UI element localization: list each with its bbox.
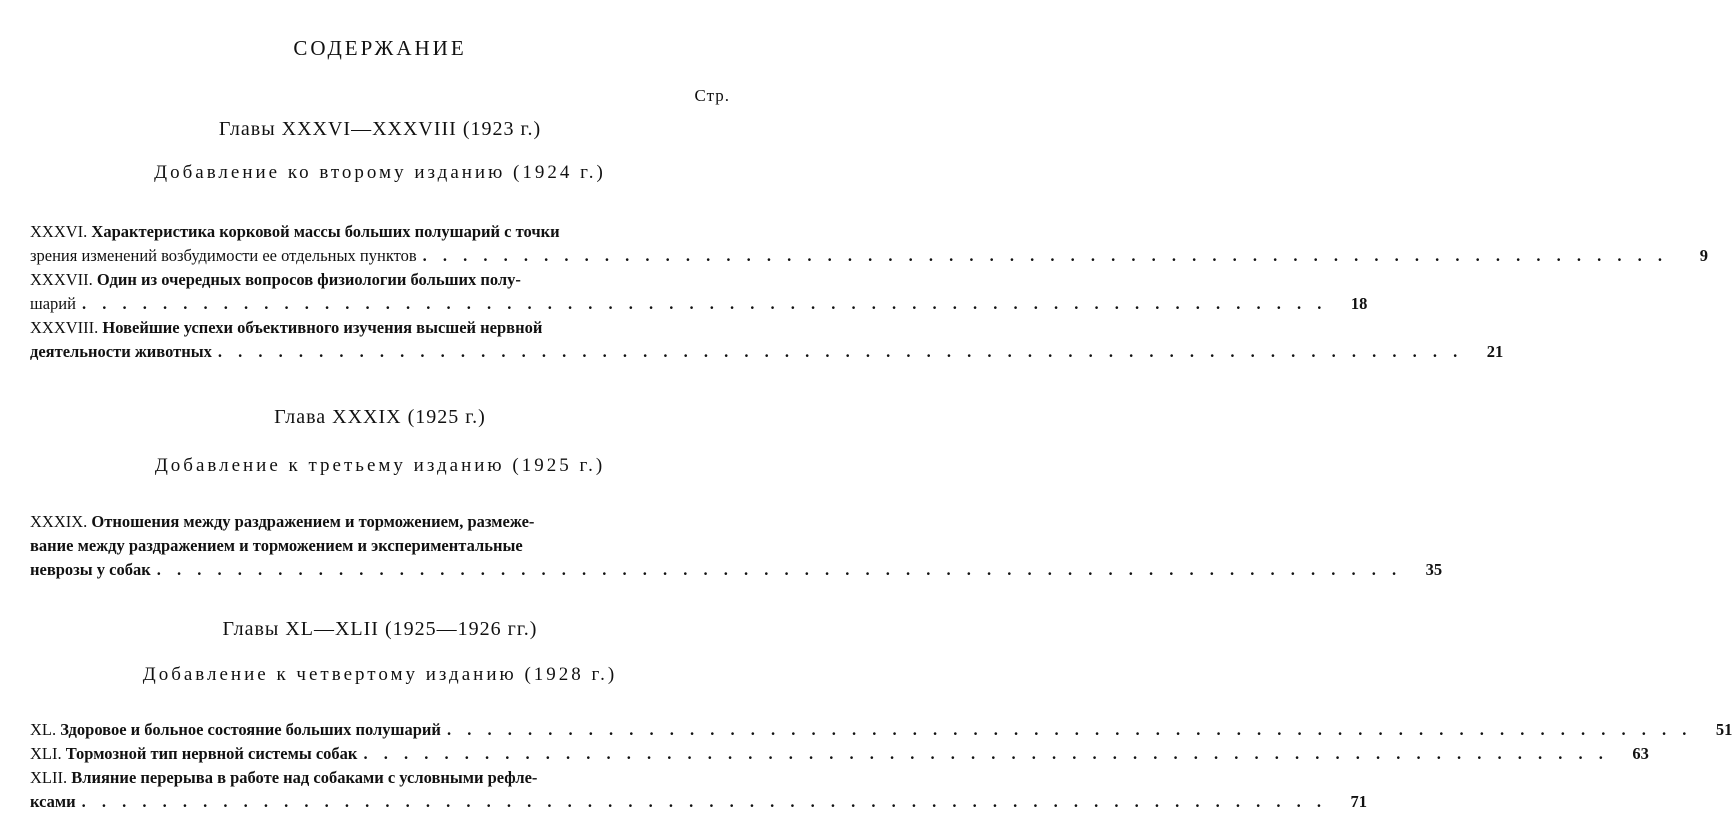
page-number: 63 (1632, 744, 1649, 763)
section-heading: Глава XXXIX (1925 г.) (274, 406, 486, 428)
page-number: 51 (1715, 720, 1732, 739)
dot-leader: . . . . . . . . . . . . . . . . . . . . . . . . . . . . . . . . . . . . . . . . . . . . . . . . . . . . . . . . . . . . . . (422, 246, 1669, 265)
entry-title-last-line: Тормозной тип нервной системы собак (65, 744, 358, 763)
entry-title-last-line: зрения изменений возбудимости ее отдельных пунктов (30, 246, 417, 265)
dot-leader: . . . . . . . . . . . . . . . . . . . . . . . . . . . . . . . . . . . . . . . . . . . . . . . . . . . . . . . . . . . . . . (81, 294, 1328, 313)
entry-title-last-line: ксами (30, 792, 76, 811)
entry-title-last-line: деятельности животных (30, 342, 212, 361)
section-subheading: Добавление к четвертому изданию (1928 г.) (142, 664, 618, 685)
toc-entry (30, 742, 1649, 766)
page-column-label: Стр. (694, 86, 730, 105)
entry-number: XL. (30, 720, 57, 739)
entry-title-line: Новейшие успехи объективного изучения высшей нервной (102, 318, 543, 337)
entry-number: XXXIX. (30, 512, 88, 531)
entry-number: XXXVII. (30, 270, 93, 289)
section-subheading: Добавление ко второму изданию (1924 г.) (154, 162, 606, 183)
section-subheading: Добавление к третьему изданию (1925 г.) (154, 455, 606, 476)
toc-entry (30, 268, 1368, 316)
page-number: 35 (1425, 560, 1443, 579)
entry-title-line: Влияние перерыва в работе над собаками с условными рефле- (71, 768, 538, 787)
toc-entry (30, 220, 1709, 268)
page-number: 9 (1699, 246, 1709, 265)
page-number: 18 (1350, 294, 1368, 313)
entry-title-last-line: Здоровое и больное состояние больших полушарий (60, 720, 441, 739)
page-number: 71 (1350, 792, 1367, 811)
entry-title-line: вание между раздражением и торможением и экспериментальные (30, 536, 523, 555)
toc-entry (30, 316, 1504, 364)
entry-number: XXXVIII. (30, 318, 99, 337)
entry-title-line: Отношения между раздражением и торможением, размеже- (91, 512, 535, 531)
entry-title-last-line: неврозы у собак (30, 560, 151, 579)
entry-number: XXXVI. (30, 222, 88, 241)
entry-number: XLII. (30, 768, 68, 787)
toc-entry (30, 718, 1732, 742)
entry-title-line: Один из очередных вопросов физиологии больших полу- (96, 270, 521, 289)
section-heading: Главы XXXVI—XXXVIII (1923 г.) (218, 118, 542, 140)
toc-entry (30, 510, 1443, 582)
dot-leader: . . . . . . . . . . . . . . . . . . . . . . . . . . . . . . . . . . . . . . . . . . . . . . . . . . . . . . . . . . . . . . (217, 342, 1464, 361)
section-heading: Главы XL—XLII (1925—1926 гг.) (222, 618, 538, 640)
entry-title-line: Характеристика корковой массы больших полушарий с точки (91, 222, 560, 241)
dot-leader: . . . . . . . . . . . . . . . . . . . . . . . . . . . . . . . . . . . . . . . . . . . . . . . . . . . . . . . . . . . . . . (363, 744, 1609, 763)
entry-title-last-line: шарий (30, 294, 76, 313)
dot-leader: . . . . . . . . . . . . . . . . . . . . . . . . . . . . . . . . . . . . . . . . . . . . . . . . . . . . . . . . . . . . . . (81, 792, 1327, 811)
toc-title: СОДЕРЖАНИЕ (293, 36, 467, 60)
page-number: 21 (1486, 342, 1504, 361)
entry-number: XLI. (30, 744, 62, 763)
toc-entry (30, 766, 1367, 814)
dot-leader: . . . . . . . . . . . . . . . . . . . . . . . . . . . . . . . . . . . . . . . . . . . . . . . . . . . . . . . . . . . . . . (156, 560, 1403, 579)
dot-leader: . . . . . . . . . . . . . . . . . . . . . . . . . . . . . . . . . . . . . . . . . . . . . . . . . . . . . . . . . . . . . . (446, 720, 1693, 739)
